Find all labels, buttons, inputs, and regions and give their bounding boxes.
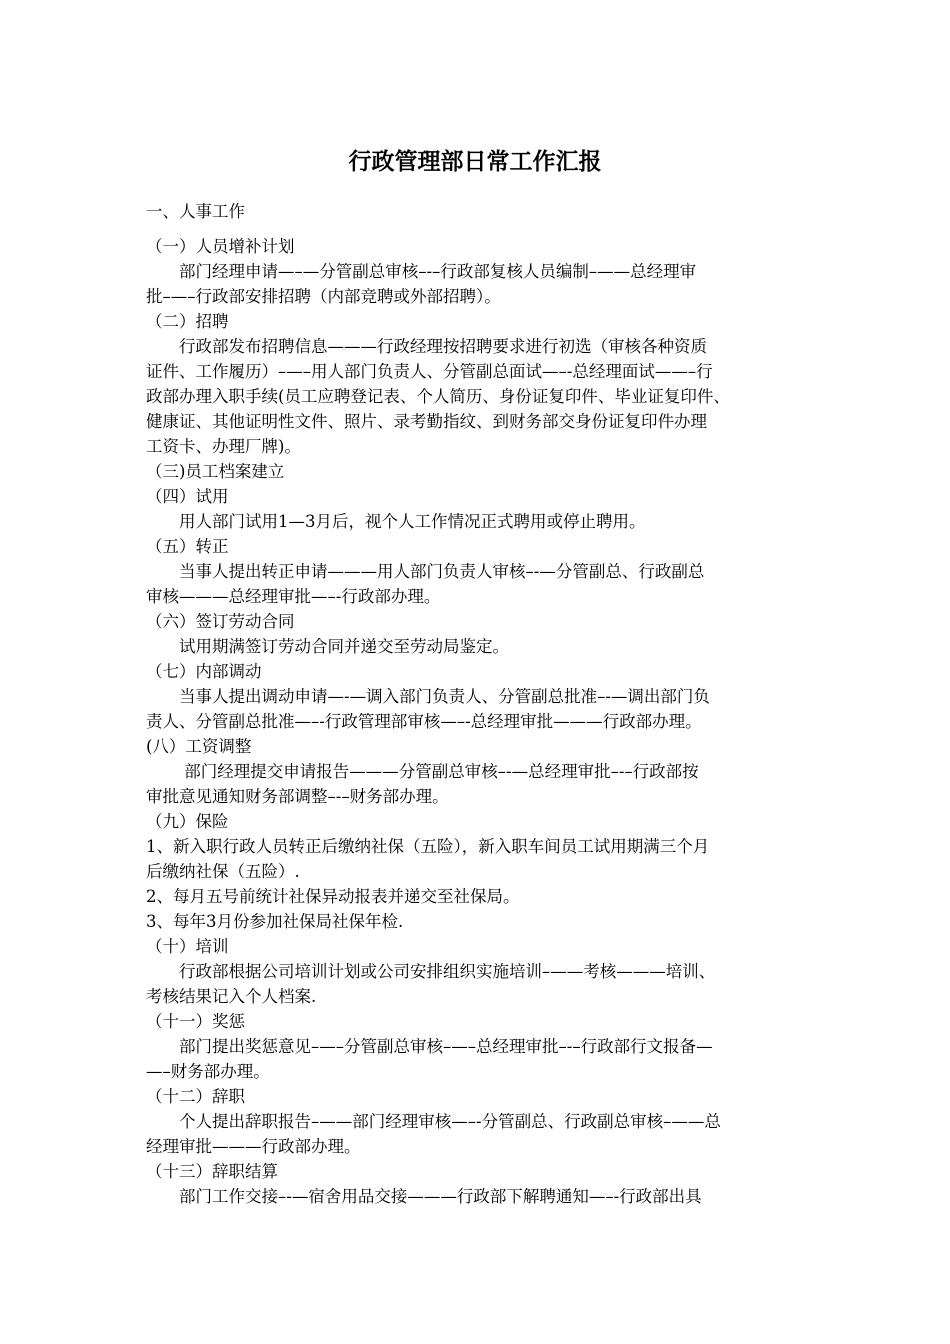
- body-line: 用人部门试用1—3月后，视个人工作情况正式聘用或停止聘用。: [146, 512, 646, 531]
- body-line: （三)员工档案建立: [146, 462, 285, 481]
- body-line: （十三）辞职结算: [146, 1162, 278, 1181]
- body-line: —–财务部办理。: [146, 1062, 270, 1081]
- body-line: 行政部发布招聘信息———行政经理按招聘要求进行初选（审核各种资质: [146, 337, 707, 356]
- body-line: 后缴纳社保（五险）.: [146, 862, 300, 881]
- body-line: （七）内部调动: [146, 662, 262, 681]
- body-line: （十一）奖惩: [146, 1012, 245, 1031]
- body-line: 部门提出奖惩意见–—–分管副总审核–—–总经理审批–-–行政部行文报备—: [146, 1037, 713, 1056]
- body-line: （十二）辞职: [146, 1087, 245, 1106]
- document-title: 行政管理部日常工作汇报: [348, 148, 602, 175]
- section-heading: 一、人事工作: [146, 202, 245, 221]
- body-line: （九）保险: [146, 812, 229, 831]
- body-line: 部门经理申请—–—分管副总审核–-–行政部复核人员编制–——总经理审: [146, 262, 697, 281]
- body-line: 健康证、其他证明性文件、照片、录考勤指纹、到财务部交身份证复印件办理: [146, 412, 707, 431]
- body-line: （五）转正: [146, 537, 229, 556]
- body-line: 2、每月五号前统计社保异动报表并递交至社保局。: [146, 887, 520, 906]
- body-line: 试用期满签订劳动合同并递交至劳动局鉴定。: [146, 637, 509, 656]
- body-line: 当事人提出调动申请—-—调入部门负责人、分管副总批准–-—调出部门负: [146, 687, 710, 706]
- body-line: （四）试用: [146, 487, 229, 506]
- body-line: (八）工资调整: [146, 737, 252, 756]
- body-line: 批–—–行政部安排招聘（内部竞聘或外部招聘）。: [146, 287, 501, 306]
- body-line: 审核———总经理审批—–-行政部办理。: [146, 587, 441, 606]
- body-line: 1、新入职行政人员转正后缴纳社保（五险），新入职车间员工试用期满三个月: [146, 837, 710, 856]
- body-line: 工资卡、办理厂牌)。: [146, 437, 301, 456]
- body-line: 当事人提出转正申请———用人部门负责人审核–-—分管副总、行政副总: [146, 562, 705, 581]
- body-line: （十）培训: [146, 937, 229, 956]
- body-line: 个人提出辞职报告–——部门经理审核—–-分管副总、行政副总审核–——总: [146, 1112, 721, 1131]
- body-line: 考核结果记入个人档案.: [146, 987, 317, 1006]
- body-line: 部门经理提交申请报告———分管副总审核–-—总经理审批–-–行政部按: [146, 762, 699, 781]
- body-line: 审批意见通知财务部调整–-–财务部办理。: [146, 787, 449, 806]
- body-line: 政部办理入职手续(员工应聘登记表、个人简历、身份证复印件、毕业证复印件、: [146, 387, 730, 406]
- body-line: 经理审批———行政部办理。: [146, 1137, 361, 1156]
- body-line: 行政部根据公司培训计划或公司安排组织实施培训–——考核———培训、: [146, 962, 716, 981]
- body-line: （一）人员增补计划: [146, 237, 295, 256]
- body-line: （六）签订劳动合同: [146, 612, 295, 631]
- body-line: （二）招聘: [146, 312, 229, 331]
- body-line: 3、每年3月份参加社保局社保年检.: [146, 912, 404, 931]
- body-line: 部门工作交接–-—宿舍用品交接———行政部下解聘通知—–-行政部出具: [146, 1187, 702, 1206]
- body-line: 责人、分管副总批准—–-行政管理部审核—–-总经理审批———行政部办理。: [146, 712, 702, 731]
- body-line: 证件、工作履历）–—–用人部门负责人、分管副总面试—–-总经理面试——–行: [146, 362, 713, 381]
